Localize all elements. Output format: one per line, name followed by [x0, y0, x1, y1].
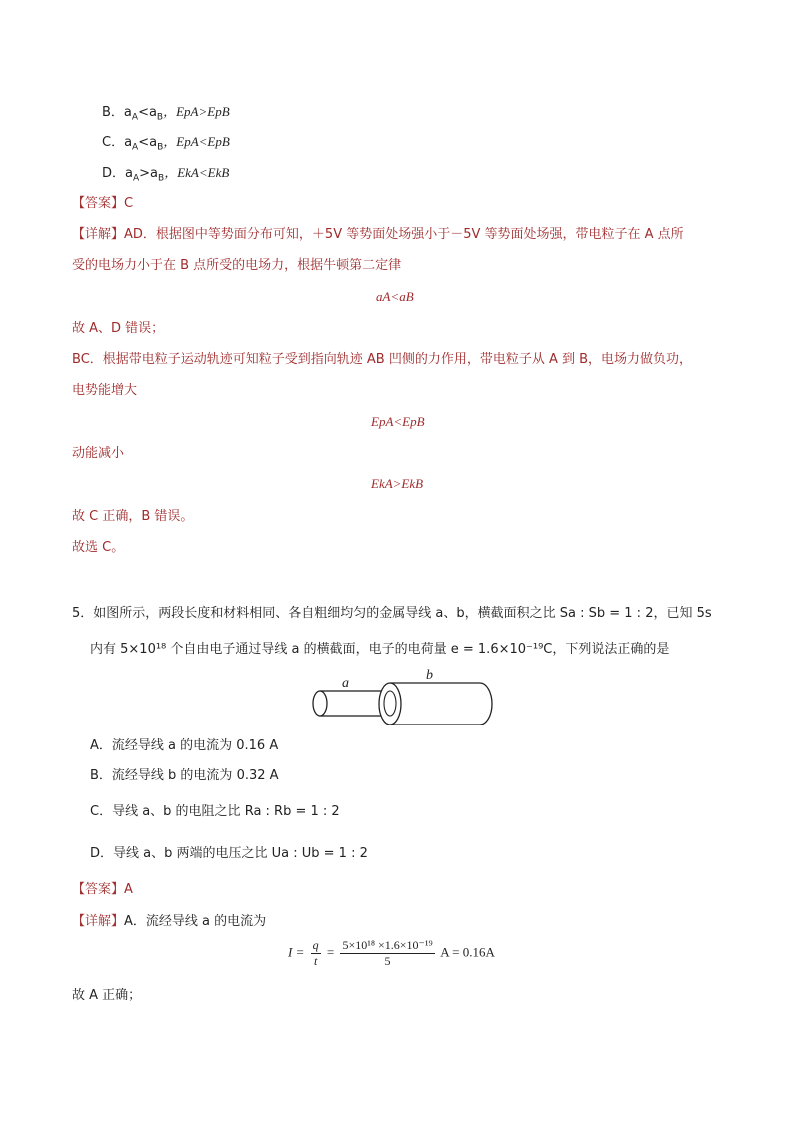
current-formula: I = $\frac{q}{t}$ = $\frac{\text{5×10¹⁸ ×1.6×10⁻¹⁹}}{5}$ A = 0.16A — [288, 938, 495, 968]
q5-stem-line1: 5．如图所示，两段长度和材料相同、各自粗细均匀的金属导线 a、b，横截面积之比 Sa : Sb = 1 : 2，已知 5s — [72, 606, 712, 621]
q5-option-d: D．导线 a、b 两端的电压之比 Ua : Ub = 1 : 2 — [90, 846, 368, 861]
q5-conclusion: 故 A 正确； — [72, 988, 142, 1003]
choose-c: 故选 C。 — [72, 540, 125, 555]
equation-potential-energy: EpA<EpB — [371, 414, 425, 429]
q5-answer: 【答案】A — [72, 882, 133, 897]
conclusion-ad: 故 A、D 错误； — [72, 321, 165, 336]
q5-stem-line2: 内有 5×10¹⁸ 个自由电子通过导线 a 的横截面，电子的电荷量 e = 1.6×10⁻¹⁹C，下列说法正确的是 — [90, 642, 670, 657]
wire-figure — [300, 665, 500, 725]
detail-bc-line1: BC．根据带电粒子运动轨迹可知粒子受到指向轨迹 AB 凹侧的力作用，带电粒子从 A 到 B，电场力做负功， — [72, 352, 693, 367]
kinetic-decrease: 动能减小 — [72, 446, 125, 461]
answer-prev: 【答案】C — [72, 196, 134, 211]
wire-b — [379, 683, 492, 725]
option-d-prev: D．$a_A>a_B$，EkA<EkB — [102, 165, 230, 184]
equation-acceleration: aA<aB — [376, 289, 414, 304]
option-b-prev: B．$a_A<a_B$，EpA>EpB — [102, 104, 230, 123]
q5-option-a: A．流经导线 a 的电流为 0.16 A — [90, 738, 279, 753]
conclusion-c: 故 C 正确，B 错误。 — [72, 509, 194, 524]
option-c-prev: C．$a_A<a_B$，EpA<EpB — [102, 134, 230, 153]
fraction-q-over-t: $\frac{q}{t}$ — [312, 938, 319, 968]
q5-detail: 【详解】A．流经导线 a 的电流为 — [72, 914, 267, 929]
detail-bc-line2: 电势能增大 — [72, 383, 138, 398]
q5-option-c: C．导线 a、b 的电阻之比 Ra : Rb = 1 : 2 — [90, 804, 340, 819]
q5-option-b: B．流经导线 b 的电流为 0.32 A — [90, 768, 279, 783]
equation-kinetic-energy: EkA>EkB — [371, 476, 424, 491]
detail-line2-prev: 受的电场力小于在 B 点所受的电场力，根据牛顿第二定律 — [72, 258, 402, 273]
fraction-calculation: $\frac{\text{5×10¹⁸ ×1.6×10⁻¹⁹}}{5}$ — [342, 938, 433, 968]
label-a: a — [342, 676, 349, 691]
detail-line1-prev: 【详解】AD．根据图中等势面分布可知，＋5V 等势面处场强小于－5V 等势面处场强，带电粒子在 A 点所 — [72, 227, 684, 242]
label-b: b — [426, 668, 433, 683]
